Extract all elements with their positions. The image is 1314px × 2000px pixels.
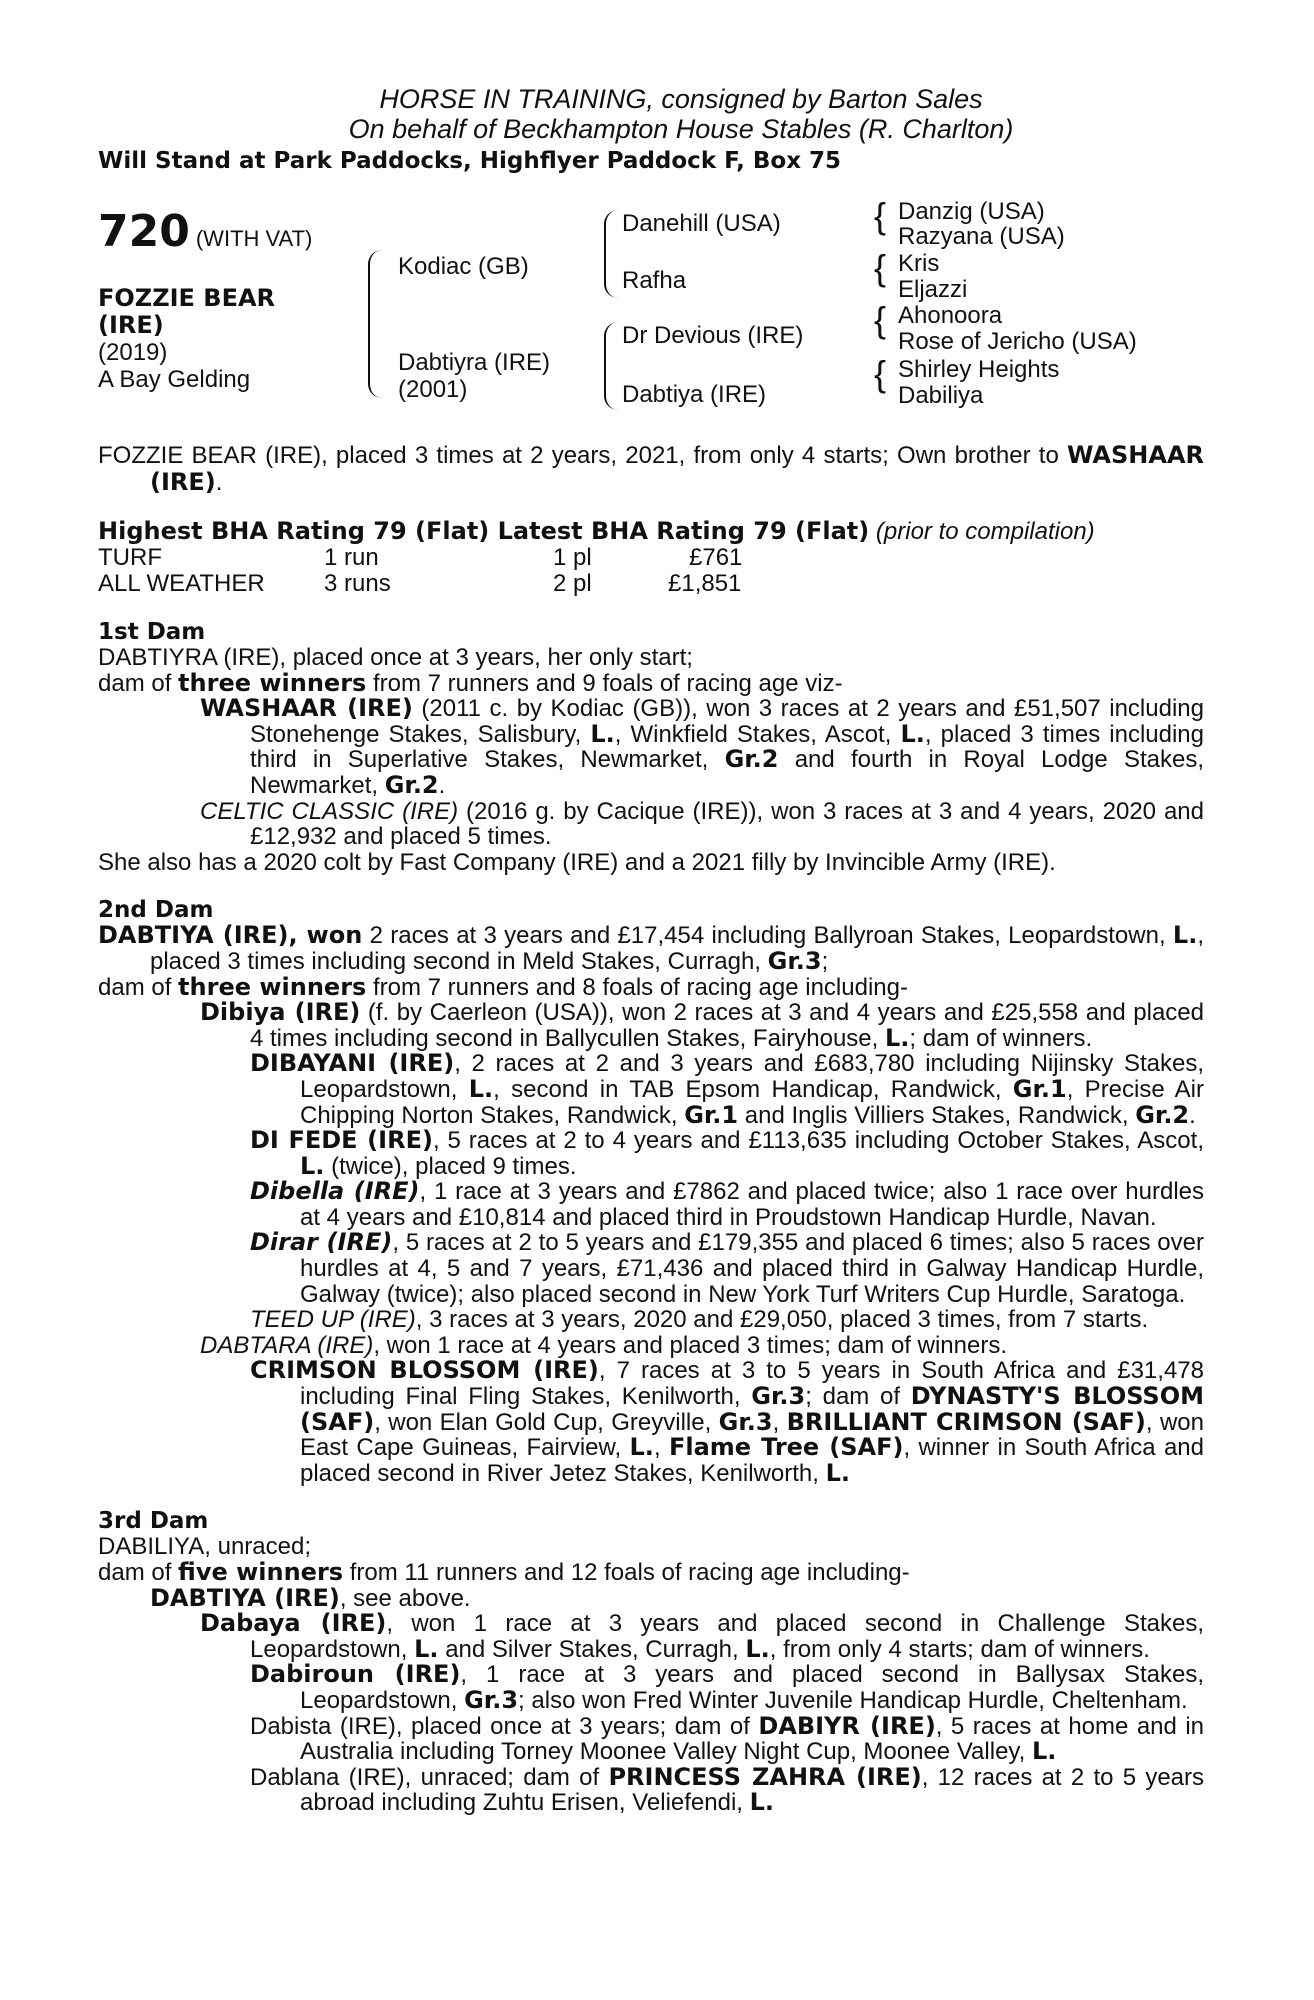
sire-sire: Danehill (USA): [622, 210, 781, 237]
crimson-blossom-entry: CRIMSON BLOSSOM (IRE), 7 races at 3 to 5 years in South Africa and £31,478 including Final Fling Stakes, Kenilworth, Gr.3; dam of DYNASTY'S BLOSSOM (SAF), won Elan Gold Cup, Greyville, Gr.3, BRILLIANT CRIMSON (SAF), won East Cape Guineas, Fairview, L., Flame Tree (SAF), winner in South Africa and placed second in River Jetez Stakes, Kenilworth, L.: [250, 1356, 1205, 1487]
brace-dam-parents: [604, 322, 618, 410]
dam-dam: Dabtiya (IRE): [622, 381, 767, 408]
dibiya-entry: Dibiya (IRE) (f. by Caerleon (USA)), won 2 races at 3 and 4 years and £25,558 and placed 4 times including second in Ballycullen Stakes, Fairyhouse, L.; dam of winners.: [200, 998, 1204, 1052]
dablana-entry: Dablana (IRE), unraced; dam of PRINCESS ZAHRA (IRE), 12 races at 2 to 5 years abroad including Zuhtu Erisen, Veliefendi, L.: [250, 1762, 1205, 1817]
third-dam-heading: 3rd Dam: [98, 1508, 209, 1535]
on-behalf-line: On behalf of Beckhampton House Stables (R. Charlton): [348, 114, 1014, 144]
lot-number: 720: [98, 206, 190, 257]
brace-g3: {: [874, 299, 887, 340]
grandparent-8: Dabiliya: [898, 382, 984, 409]
brace-g1: {: [874, 195, 887, 236]
dabiroun-entry: Dabiroun (IRE), 1 race at 3 years and placed second in Ballysax Stakes, Leopardstown, Gr.3; also won Fred Winter Juvenile Handicap Hurdle, Cheltenham.: [250, 1660, 1205, 1714]
horse-description: A Bay Gelding: [98, 366, 251, 393]
brace-sire-parents: [604, 210, 618, 298]
brace-g4: {: [874, 353, 887, 394]
third-dam-produce: dam of five winners from 11 runners and 12 foals of racing age including-: [98, 1558, 910, 1586]
dibella-entry: Dibella (IRE), 1 race at 3 years and £7862 and placed twice; also 1 race over hurdles at 4 years and £10,814 and placed third in Proudstown Handicap Hurdle, Navan.: [250, 1177, 1204, 1231]
vat-note: (WITH VAT): [195, 226, 313, 251]
dabista-entry: Dabista (IRE), placed once at 3 years; dam of DABIYR (IRE), 5 races at home and in Australia including Torney Moonee Valley Night Cup, Moonee Valley, L.: [250, 1711, 1205, 1766]
rating-heading: Highest BHA Rating 79 (Flat) Latest BHA Rating 79 (Flat) (prior to compilation): [98, 517, 1095, 545]
di-fede-entry: DI FEDE (IRE), 5 races at 2 to 4 years and £113,635 including October Stakes, Ascot, L. (twice), placed 9 times.: [250, 1126, 1204, 1180]
first-dam-line: DABTIYRA (IRE), placed once at 3 years, her only start;: [98, 644, 693, 671]
dirar-entry: Dirar (IRE), 5 races at 2 to 5 years and £179,355 and placed 6 times; also 5 races over hurdles at 4, 5 and 7 years, £71,436 and placed third in Galway Handicap Hurdle, Galway (twice); also placed second in New York Turf Writers Cup Hurdle, Saratoga.: [250, 1228, 1204, 1308]
foaling-year: (2019): [98, 339, 168, 366]
grandparent-5: Ahonoora: [898, 302, 1003, 329]
dam-sire: Dr Devious (IRE): [622, 322, 804, 349]
grandparent-1: Danzig (USA): [898, 198, 1045, 225]
second-dam-heading: 2nd Dam: [98, 897, 214, 924]
horse-country: (IRE): [98, 311, 164, 339]
second-dam-line: DABTIYA (IRE), won 2 races at 3 years and £17,454 including Ballyroan Stakes, Leopardstown, L., placed 3 times including second in Meld Stakes, Curragh, Gr.3;: [98, 921, 1205, 975]
dam-year: (2001): [398, 376, 468, 403]
first-dam-also: She also has a 2020 colt by Fast Company (IRE) and a 2021 filly by Invincible Army (IRE).: [98, 848, 1056, 876]
sire: Kodiac (GB): [398, 253, 529, 280]
grandparent-7: Shirley Heights: [898, 356, 1060, 383]
grandparent-2: Razyana (USA): [898, 223, 1065, 250]
grandparent-4: Eljazzi: [898, 276, 968, 303]
sire-dam: Rafha: [622, 267, 687, 294]
second-dam-produce: dam of three winners from 7 runners and 8 foals of racing age including-: [98, 972, 908, 1001]
stand-location: Will Stand at Park Paddocks, Highflyer Paddock F, Box 75: [98, 148, 842, 174]
horse-name: FOZZIE BEAR: [98, 284, 276, 312]
brother-name: WASHAAR (IRE): [150, 441, 1204, 496]
brace-g2: {: [874, 247, 887, 288]
dabtiya-entry: DABTIYA (IRE), see above.: [150, 1583, 471, 1612]
teed-up-entry: TEED UP (IRE), 3 races at 3 years, 2020 and £29,050, placed 3 times, from 7 starts.: [250, 1306, 1149, 1334]
brace-sire-dam: [368, 250, 382, 398]
third-dam-line: DABILIYA, unraced;: [98, 1533, 311, 1561]
dam: Dabtiyra (IRE): [398, 349, 551, 376]
dibayani-entry: DIBAYANI (IRE), 2 races at 2 and 3 years and £683,780 including Nijinsky Stakes, Leopardstown, L., second in TAB Epsom Handicap, Randwick, Gr.1, Precise Air Chipping Norton Stakes, Randwick, Gr.1 and Inglis Villiers Stakes, Randwick, Gr.2.: [250, 1049, 1204, 1129]
first-dam-heading: 1st Dam: [98, 619, 206, 645]
grandparent-3: Kris: [898, 250, 940, 277]
intro-paragraph: FOZZIE BEAR (IRE), placed 3 times at 2 years, 2021, from only 4 starts; Own brother to WASHAAR (IRE).: [98, 441, 1204, 496]
dabtara-entry: DABTARA (IRE), won 1 race at 4 years and placed 3 times; dam of winners.: [200, 1331, 1007, 1359]
pedigree-table: [98, 195, 1204, 442]
celtic-classic-entry: CELTIC CLASSIC (IRE) (2016 g. by Cacique (IRE)), won 3 races at 3 and 4 years, 2020 and £12,932 and placed 5 times.: [200, 797, 1204, 851]
dabaya-entry: Dabaya (IRE), won 1 race at 3 years and placed second in Challenge Stakes, Leopardstown, L. and Silver Stakes, Curragh, L., from only 4 starts; dam of winners.: [200, 1609, 1204, 1663]
lot-info: [98, 206, 348, 393]
rating-row-turf: TURF 1 run 1 pl £761: [98, 544, 743, 571]
consignment-line: HORSE IN TRAINING, consigned by Barton Sales: [379, 84, 983, 114]
first-dam-produce: dam of three winners from 7 runners and 9 foals of racing age viz-: [98, 668, 843, 697]
catalogue-page: [98, 84, 1204, 1816]
rating-row-all-weather: ALL WEATHER 3 runs 2 pl £1,851: [98, 570, 742, 597]
washaar-entry: WASHAAR (IRE) (2011 c. by Kodiac (GB)), won 3 races at 2 years and £51,507 including Stonehenge Stakes, Salisbury, L., Winkfield Stakes, Ascot, L., placed 3 times including third in Superlative Stakes, Newmarket, Gr.2 and fourth in Royal Lodge Stakes, Newmarket, Gr.2.: [200, 694, 1204, 799]
grandparent-6: Rose of Jericho (USA): [898, 328, 1137, 355]
